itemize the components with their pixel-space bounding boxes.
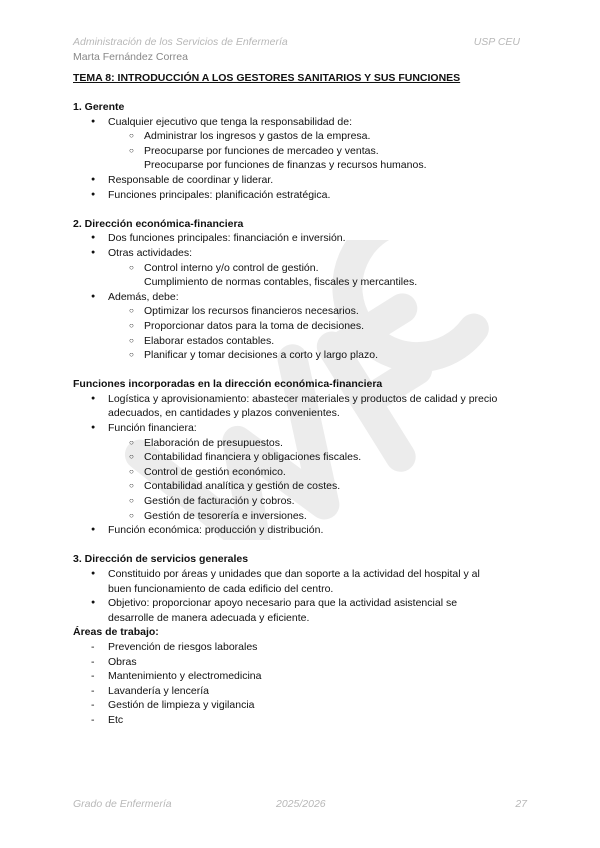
section-heading-areas-trabajo: Áreas de trabajo:	[73, 626, 159, 639]
sub-list-item: ○ Gestión de tesorería e inversiones.	[73, 509, 533, 524]
list-item: ● Constituido por áreas y unidades que dan soporte a la actividad del hospital y al	[73, 567, 533, 582]
sub-list-item: ○ Control interno y/o control de gestión.	[73, 261, 533, 276]
list-item-continuation: desarrolle de manera adecuada y eficiente.	[108, 611, 310, 624]
dash-list-item: - Etc	[73, 713, 533, 728]
document-body	[73, 100, 533, 728]
header-author: Marta Fernández Correa	[73, 51, 188, 63]
list-item: ● Logística y aprovisionamiento: abastecer materiales y productos de calidad y precio	[73, 392, 533, 407]
sub-list-item: ○ Planificar y tomar decisiones a corto y largo plazo.	[73, 348, 533, 363]
sub-list-item: ○ Contabilidad financiera y obligaciones fiscales.	[73, 450, 533, 465]
list-item: ● Función financiera:	[73, 421, 533, 436]
list-item-continuation: buen funcionamiento de cada edificio del centro.	[108, 582, 334, 595]
list-item: ● Función económica: producción y distribución.	[73, 523, 533, 538]
sub-list-item: ○ Optimizar los recursos financieros necesarios.	[73, 304, 533, 319]
dash-list-item: - Lavandería y lencería	[73, 684, 533, 699]
sub-list-item: ○ Preocuparse por funciones de mercadeo y ventas.	[73, 144, 533, 159]
sub-list-item: ○ Administrar los ingresos y gastos de la empresa.	[73, 129, 533, 144]
list-item: ● Otras actividades:	[73, 246, 533, 261]
dash-list-item: - Mantenimiento y electromedicina	[73, 669, 533, 684]
spacer	[73, 202, 533, 217]
sub-list-item: ○ Gestión de facturación y cobros.	[73, 494, 533, 509]
section-heading-funciones-incorporadas: Funciones incorporadas en la dirección económica-financiera	[73, 378, 383, 391]
dash-list-item: - Obras	[73, 655, 533, 670]
section-heading-direccion-economica: 2. Dirección económica-financiera	[73, 217, 244, 230]
spacer	[73, 538, 533, 553]
list-item: ● Además, debe:	[73, 290, 533, 305]
list-item-continuation: adecuados, en cantidades y plazos convenientes.	[108, 407, 340, 420]
sub-list-item: ○ Elaborar estados contables.	[73, 334, 533, 349]
sub-list-item-continuation: Preocuparse por funciones de finanzas y recursos humanos.	[144, 159, 427, 172]
sub-list-item: ○ Elaboración de presupuestos.	[73, 436, 533, 451]
header-course-title: Administración de los Servicios de Enfermería	[73, 36, 288, 48]
list-item: ● Dos funciones principales: financiación e inversión.	[73, 231, 533, 246]
list-item: ● Funciones principales: planificación estratégica.	[73, 188, 533, 203]
sub-list-item-continuation: Cumplimiento de normas contables, fiscales y mercantiles.	[144, 276, 418, 289]
sub-list-item: ○ Proporcionar datos para la toma de decisiones.	[73, 319, 533, 334]
footer-degree: Grado de Enfermería	[73, 798, 172, 810]
sub-list-item: ○ Contabilidad analítica y gestión de costes.	[73, 479, 533, 494]
list-item: ● Cualquier ejecutivo que tenga la responsabilidad de:	[73, 115, 533, 130]
header-university: USP CEU	[473, 36, 520, 48]
list-item: ● Responsable de coordinar y liderar.	[73, 173, 533, 188]
dash-list-item: - Gestión de limpieza y vigilancia	[73, 698, 533, 713]
footer-academic-year: 2025/2026	[276, 798, 326, 810]
footer-page-number: 27	[515, 798, 527, 810]
section-heading-gerente: 1. Gerente	[73, 101, 125, 113]
sub-list-item: ○ Control de gestión económico.	[73, 465, 533, 480]
page-title: TEMA 8: INTRODUCCIÓN A LOS GESTORES SANITARIOS Y SUS FUNCIONES	[73, 72, 461, 84]
dash-list-item: - Prevención de riesgos laborales	[73, 640, 533, 655]
spacer	[73, 363, 533, 378]
section-heading-servicios-generales: 3. Dirección de servicios generales	[73, 553, 249, 566]
list-item: ● Objetivo: proporcionar apoyo necesario para que la actividad asistencial se	[73, 596, 533, 611]
